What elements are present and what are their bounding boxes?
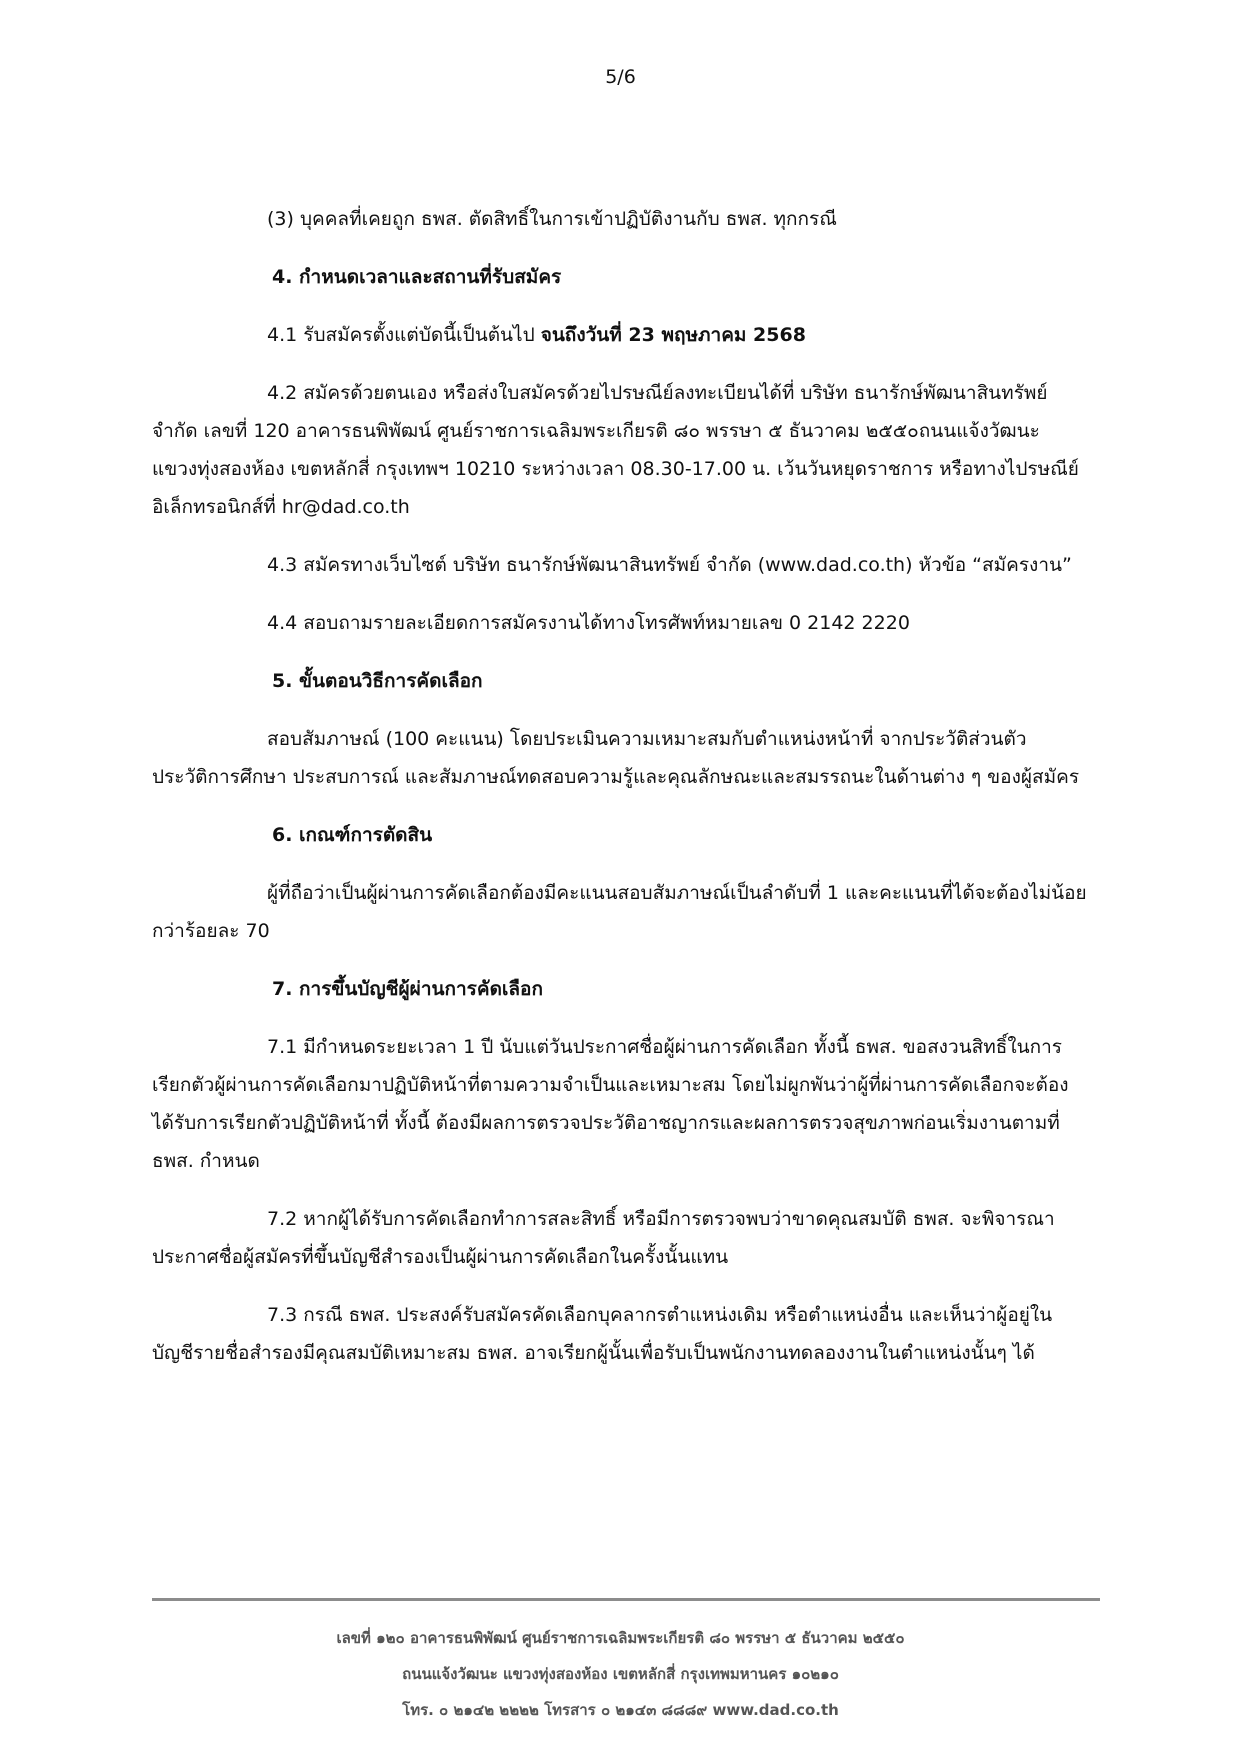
section-4-heading: 4. กำหนดเวลาและสถานที่รับสมัคร <box>272 266 562 288</box>
section-5-heading: 5. ขั้นตอนวิธีการคัดเลือก <box>272 670 483 692</box>
section-4-1-deadline: จนถึงวันที่ 23 พฤษภาคม 2568 <box>540 324 806 346</box>
section-7-2: 7.2 หากผู้ได้รับการคัดเลือกทำการสละสิทธิ์ หรือมีการตรวจพบว่าขาดคุณสมบัติ ธพส. จะพิจารณาประกาศชื่อผู้สมัครที่ขึ้นบัญชีสำรองเป็นผู้ผ่านการคัดเลือกในครั้งนั้นแทน <box>152 1208 1055 1268</box>
section-4-4: 4.4 สอบถามรายละเอียดการสมัครงานได้ทางโทรศัพท์หมายเลข 0 2142 2220 <box>267 612 910 634</box>
section-4-1 <box>152 316 1090 354</box>
section-4-1-text: 4.1 รับสมัครตั้งแต่บัดนี้เป็นต้นไป <box>267 324 541 346</box>
qualification-item-3: (3) บุคคลที่เคยถูก ธพส. ตัดสิทธิ์ในการเข้าปฏิบัติงานกับ ธพส. ทุกกรณี <box>267 208 837 230</box>
footer-address-line-2: ถนนแจ้งวัฒนะ แขวงทุ่งสองห้อง เขตหลักสี่ กรุงเทพมหานคร ๑๐๒๑๐ <box>402 1665 839 1683</box>
section-7-3: 7.3 กรณี ธพส. ประสงค์รับสมัครคัดเลือกบุคลากรตำแหน่งเดิม หรือตำแหน่งอื่น และเห็นว่าผู้อยู่ในบัญชีรายชื่อสำรองมีคุณสมบัติเหมาะสม ธพส. อาจเรียกผู้นั้นเพื่อรับเป็นพนักงานทดลองงานในตำแหน่งนั้นๆ ได้ <box>152 1304 1053 1364</box>
section-7-1: 7.1 มีกำหนดระยะเวลา 1 ปี นับแต่วันประกาศชื่อผู้ผ่านการคัดเลือก ทั้งนี้ ธพส. ขอสงวนสิทธิ์ในการเรียกตัวผู้ผ่านการคัดเลือกมาปฏิบัติหน้าที่ตามความจำเป็นและเหมาะสม โดยไม่ผูกพันว่าผู้ที่ผ่านการคัดเลือกจะต้องได้รับการเรียกตัวปฏิบัติหน้าที่ ทั้งนี้ ต้องมีผลการตรวจประวัติอาชญากรและผลการตรวจสุขภาพก่อนเริ่มงานตามที่ ธพส. กำหนด <box>152 1036 1069 1172</box>
footer-address-line-1: เลขที่ ๑๒๐ อาคารธนพิพัฒน์ ศูนย์ราชการเฉลิมพระเกียรติ ๘๐ พรรษา ๕ ธันวาคม ๒๕๕๐ <box>336 1629 905 1647</box>
section-4-3: 4.3 สมัครทางเว็บไซต์ บริษัท ธนารักษ์พัฒนาสินทรัพย์ จำกัด (www.dad.co.th) หัวข้อ “สมัครงาน” <box>267 554 1072 576</box>
section-5-body: สอบสัมภาษณ์ (100 คะแนน) โดยประเมินความเหมาะสมกับตำแหน่งหน้าที่ จากประวัติส่วนตัว ประวัติการศึกษา ประสบการณ์ และสัมภาษณ์ทดสอบความรู้และคุณลักษณะและสมรรถนะในด้านต่าง ๆ ของผู้สมัคร <box>152 728 1080 788</box>
section-7-heading: 7. การขึ้นบัญชีผู้ผ่านการคัดเลือก <box>272 978 543 1000</box>
footer <box>0 1620 1241 1728</box>
section-6-body: ผู้ที่ถือว่าเป็นผู้ผ่านการคัดเลือกต้องมีคะแนนสอบสัมภาษณ์เป็นลำดับที่ 1 และคะแนนที่ได้จะต้องไม่น้อยกว่าร้อยละ 70 <box>152 882 1087 942</box>
footer-divider <box>152 1598 1100 1601</box>
document-body <box>152 200 1090 1392</box>
section-6-heading: 6. เกณฑ์การตัดสิน <box>272 824 433 846</box>
section-4-2: 4.2 สมัครด้วยตนเอง หรือส่งใบสมัครด้วยไปรษณีย์ลงทะเบียนได้ที่ บริษัท ธนารักษ์พัฒนาสินทรัพย์ จำกัด เลขที่ 120 อาคารธนพิพัฒน์ ศูนย์ราชการเฉลิมพระเกียรติ ๘๐ พรรษา ๕ ธันวาคม ๒๕๕๐ถนนแจ้งวัฒนะ แขวงทุ่งสองห้อง เขตหลักสี่ กรุงเทพฯ 10210 ระหว่างเวลา 08.30-17.00 น. เว้นวันหยุดราชการ หรือทางไปรษณีย์อิเล็กทรอนิกส์ที่ hr@dad.co.th <box>152 382 1079 518</box>
footer-contact-line: โทร. ๐ ๒๑๔๒ ๒๒๒๒ โทรสาร ๐ ๒๑๔๓ ๘๘๘๙ www.dad.co.th <box>402 1701 839 1719</box>
page-number: 5/6 <box>605 66 636 88</box>
